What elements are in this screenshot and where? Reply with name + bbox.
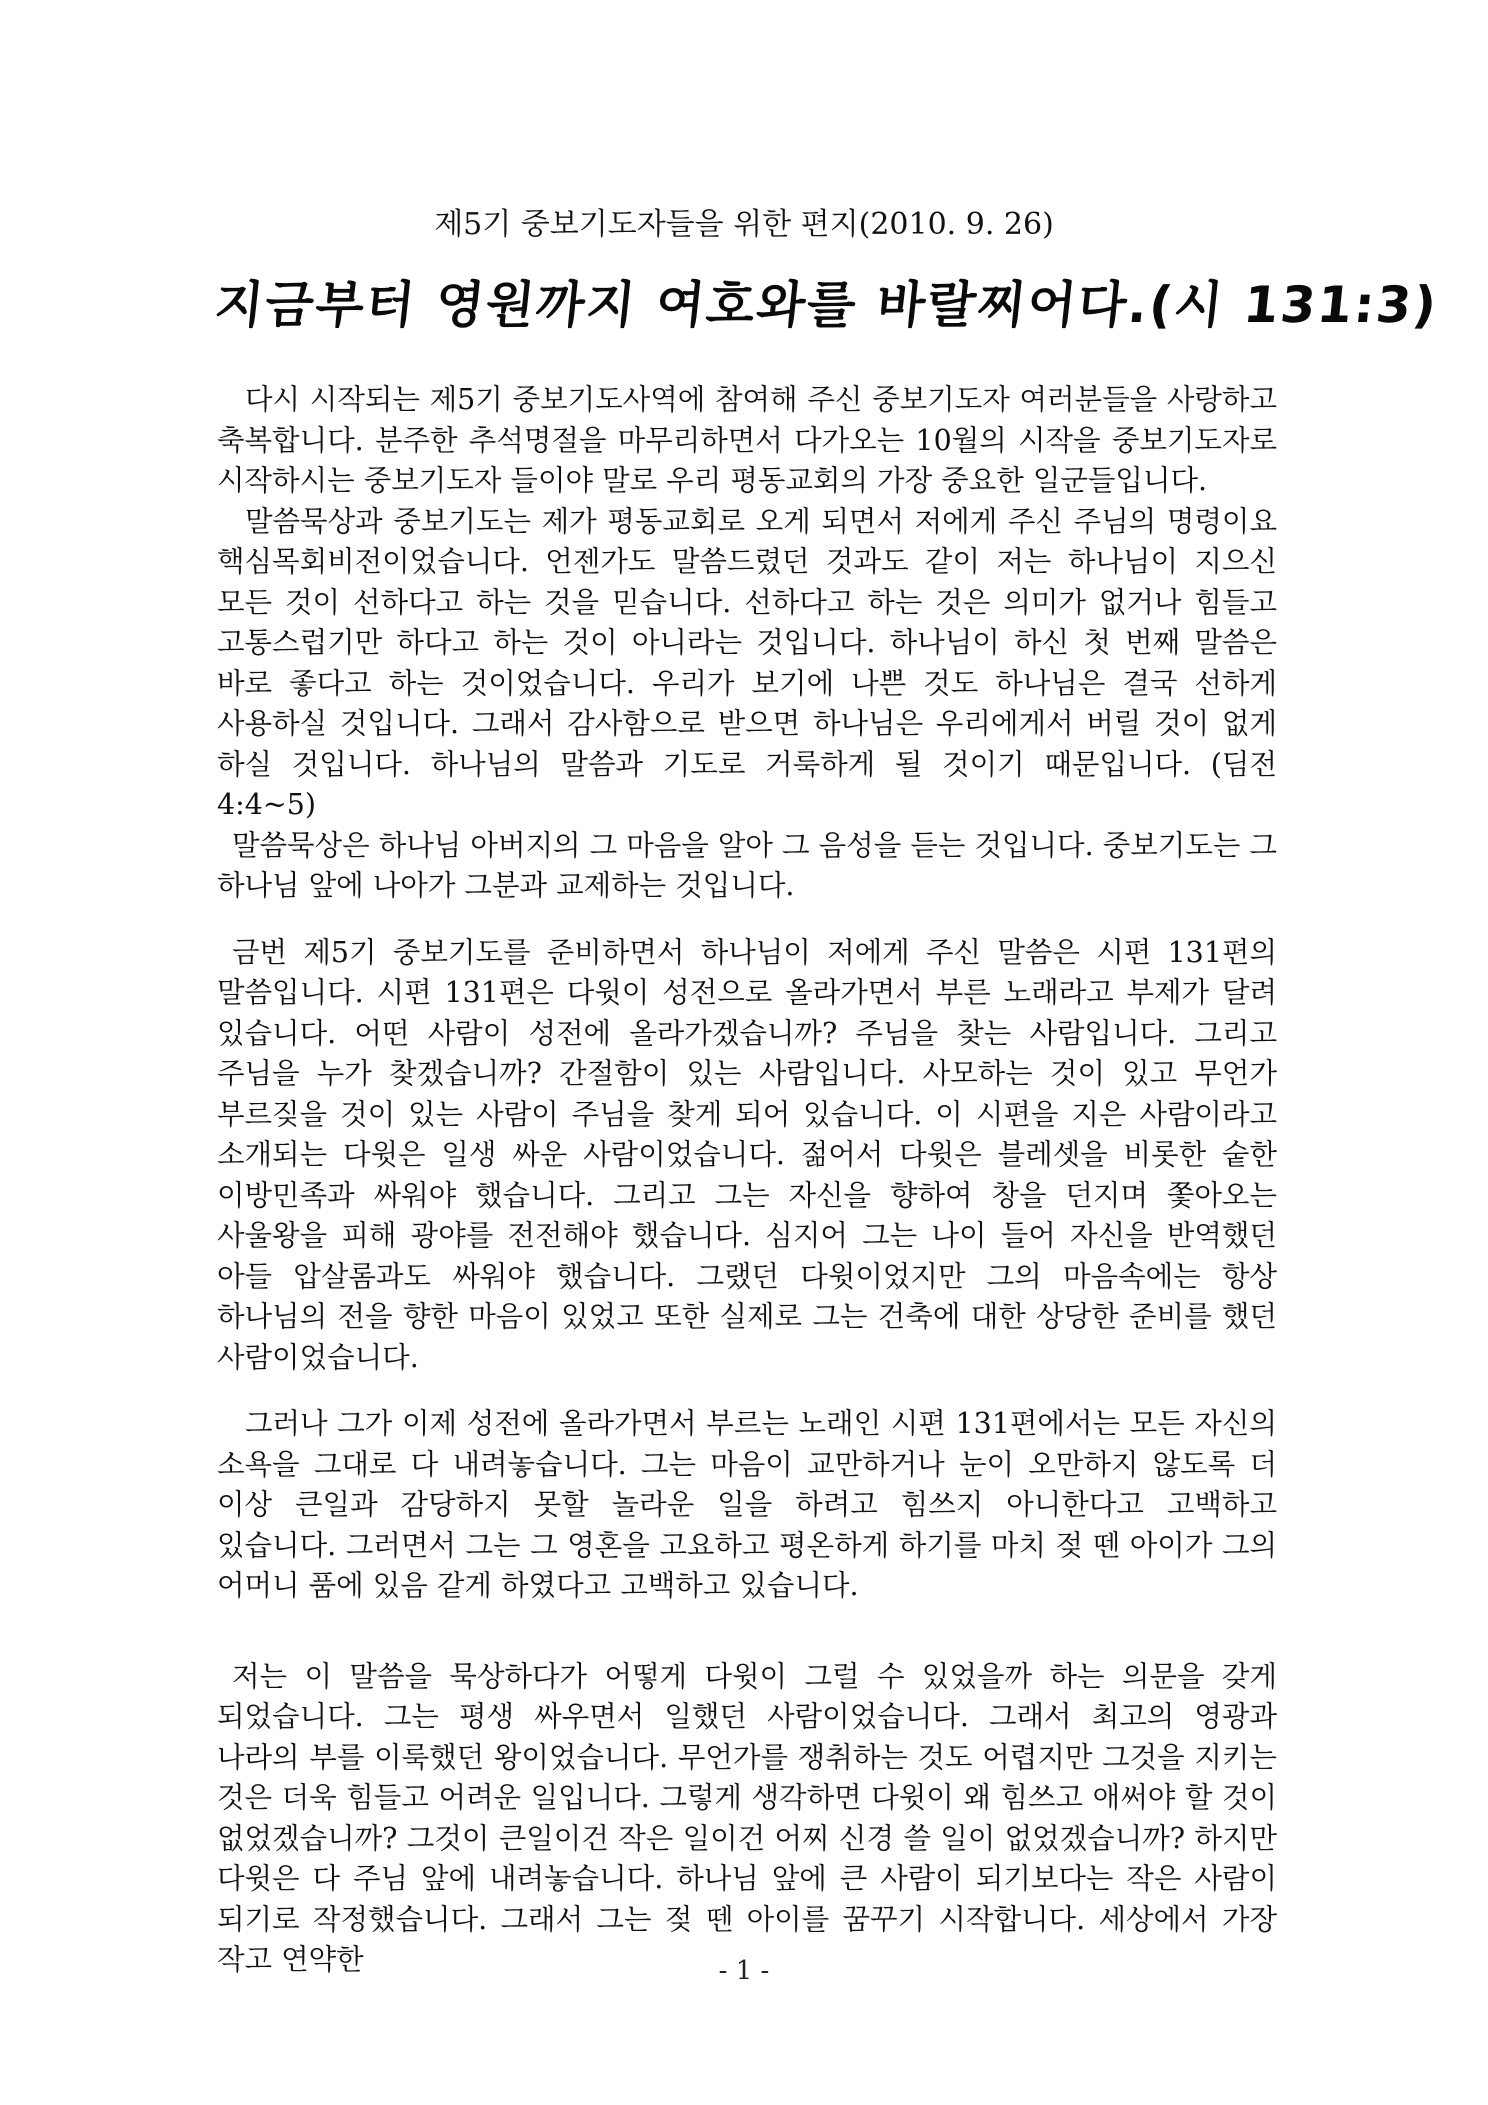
page-number: - 1 -: [718, 1956, 770, 1986]
paragraph-3: 말씀묵상은 하나님 아버지의 그 마음을 알아 그 음성을 듣는 것입니다. 중보기도는 그 하나님 앞에 나아가 그분과 교제하는 것입니다.: [217, 828, 1277, 902]
paragraph-6: 저는 이 말씀을 묵상하다가 어떻게 다윗이 그럴 수 있었을까 하는 의문을 갖게 되었습니다. 그는 평생 싸우면서 일했던 사람이었습니다. 그래서 최고의 영광과 나라의 부를 이룩했던 왕이었습니다. 무언가를 쟁취하는 것도 어렵지만 그것을 지키는 것은 더욱 힘들고 어려운 일입니다. 그렇게 생각하면 다윗이 왜 힘쓰고 애써야 할 것이 없었겠습니까? 그것이 큰일이건 작은 일이건 어찌 신경 쓸 일이 없었겠습니까? 하지만 다윗은 다 주님 앞에 내려놓습니다. 하나님 앞에 큰 사람이 되기보다는 작은 사람이 되기로 작정했습니다. 그래서 그는 젖 뗀 아이를 꿈꾸기 시작합니다. 세상에서 가장 작고 연약한: [217, 1659, 1277, 1976]
paragraph-4: 금번 제5기 중보기도를 준비하면서 하나님이 저에게 주신 말씀은 시편 131편의 말씀입니다. 시편 131편은 다윗이 성전으로 올라가면서 부른 노래라고 부제가 달려 있습니다. 어떤 사람이 성전에 올라가겠습니까? 주님을 찾는 사람입니다. 그리고 주님을 누가 찾겠습니까? 간절함이 있는 사람입니다. 사모하는 것이 있고 무언가 부르짖을 것이 있는 사람이 주님을 찾게 되어 있습니다. 이 시편을 지은 사람이라고 소개되는 다윗은 일생 싸운 사람이었습니다. 젊어서 다윗은 블레셋을 비롯한 숱한 이방민족과 싸워야 했습니다. 그리고 그는 자신을 향하여 창을 던지며 쫓아오는 사울왕을 피해 광야를 전전해야 했습니다. 심지어 그는 나이 들어 자신을 반역했던 아들 압살롬과도 싸워야 했습니다. 그랬던 다윗이었지만 그의 마음속에는 항상 하나님의 전을 향한 마음이 있었고 또한 실제로 그는 건축에 대한 상당한 준비를 했던 사람이었습니다.: [217, 935, 1277, 1374]
letter-subtitle: 제5기 중보기도자들을 위한 편지(2010. 9. 26): [434, 207, 1054, 242]
letter-body: [217, 380, 1277, 1981]
paragraph-2: 말씀묵상과 중보기도는 제가 평동교회로 오게 되면서 저에게 주신 주님의 명령이요 핵심목회비전이었습니다. 언젠가도 말씀드렸던 것과도 같이 저는 하나님이 지으신 모든 것이 선하다고 하는 것을 믿습니다. 선하다고 하는 것은 의미가 없거나 힘들고 고통스럽기만 하다고 하는 것이 아니라는 것입니다. 하나님이 하신 첫 번째 말씀은 바로 좋다고 하는 것이었습니다. 우리가 보기에 나쁜 것도 하나님은 결국 선하게 사용하실 것입니다. 그래서 감사함으로 받으면 하나님은 우리에게서 버릴 것이 없게 하실 것입니다. 하나님의 말씀과 기도로 거룩하게 될 것이기 때문입니다. (딤전 4:4~5): [217, 504, 1277, 821]
paragraph-1: 다시 시작되는 제5기 중보기도사역에 참여해 주신 중보기도자 여러분들을 사랑하고 축복합니다. 분주한 추석명절을 마무리하면서 다가오는 10월의 시작을 중보기도자로 시작하시는 중보기도자 들이야 말로 우리 평동교회의 가장 중요한 일군들입니다.: [217, 383, 1277, 497]
letter-title: 지금부터 영원까지 여호와를 바랄찌어다.(시 131:3): [211, 276, 1441, 334]
paragraph-5: 그러나 그가 이제 성전에 올라가면서 부르는 노래인 시편 131편에서는 모든 자신의 소욕을 그대로 다 내려놓습니다. 그는 마음이 교만하거나 눈이 오만하지 않도록 더 이상 큰일과 감당하지 못할 놀라운 일을 하려고 힘쓰지 아니한다고 고백하고 있습니다. 그러면서 그는 그 영혼을 고요하고 평온하게 하기를 마치 젖 뗀 아이가 그의 어머니 품에 있음 같게 하였다고 고백하고 있습니다.: [217, 1407, 1277, 1602]
